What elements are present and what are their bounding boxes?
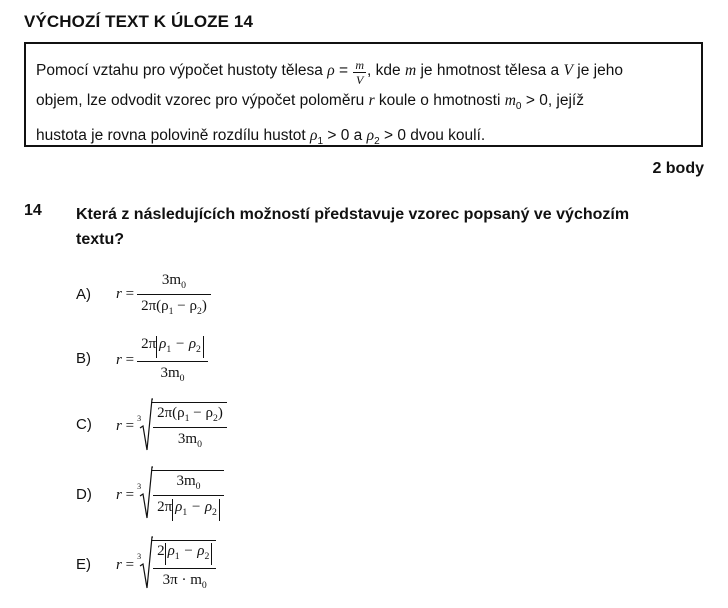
density-fraction: $\frac{m}{V}$: [355, 58, 365, 87]
option-c-cube-root: 3 $\frac{2\pi(\rho_1 - \rho_2)}{3m_0}$: [137, 402, 227, 450]
question-text: Která z následujících možností představuje vzorec popsaný ve výchozím textu?: [76, 206, 630, 248]
source-text-heading: VÝCHOZÍ TEXT K ÚLOZE 14: [24, 12, 253, 31]
option-e-label: E): [76, 556, 91, 573]
source-line-3: hustota je rovna polovině rozdílu hustot $\rho_1 > 0$ a $\rho_2 > 0$ dvou koulí.: [36, 127, 486, 148]
option-a[interactable]: [76, 272, 376, 322]
option-a-fraction: $\frac{3m_0}{2\pi(\rho_1 - \rho_2)}$: [137, 272, 211, 317]
option-d[interactable]: [76, 470, 376, 520]
option-c[interactable]: [76, 402, 376, 452]
option-e[interactable]: [76, 540, 376, 590]
rho-symbol: ρ: [327, 62, 335, 79]
option-c-label: C): [76, 416, 92, 433]
root-sign-icon: [139, 536, 153, 590]
option-a-label: A): [76, 286, 91, 303]
source-text-box: [24, 42, 703, 147]
question-number: 14: [24, 202, 42, 219]
root-sign-icon: [139, 466, 153, 520]
option-d-cube-root: 3 $\frac{3m_0}{2\pi \rho_1 - \rho_2}$: [137, 470, 224, 521]
option-d-formula: r = 3 $\frac{3m_0}{2\pi \rho_1 - \rho_2}$: [116, 470, 224, 521]
option-d-label: D): [76, 486, 92, 503]
option-b[interactable]: [76, 336, 376, 386]
option-a-formula: r = $\frac{3m_0}{2\pi(\rho_1 - \rho_2)}$: [116, 272, 211, 317]
option-b-formula: r = $\frac{2\pi \rho_1 - \rho_2}{3m_0}$: [116, 336, 208, 384]
option-b-label: B): [76, 350, 91, 367]
points-label: 2 body: [652, 160, 704, 177]
option-e-cube-root: 3 $\frac{2 \rho_1 - \rho_2}{3\pi \cdot m_0}$: [137, 540, 216, 591]
source-line-1: Pomocí vztahu pro výpočet hustoty tělesa ρ = $\frac{m}{V}$ , kde m je hmotnost tělesa a V je jeho: [36, 58, 623, 87]
source-line-2: objem, lze odvodit vzorec pro výpočet poloměru r koule o hmotnosti $m_0 > 0$, jejíž: [36, 92, 584, 113]
option-b-fraction: $\frac{2\pi \rho_1 - \rho_2}{3m_0}$: [137, 336, 208, 384]
root-sign-icon: [139, 398, 153, 452]
option-e-formula: r = 3 $\frac{2 \rho_1 - \rho_2}{3\pi \cdot m_0}$: [116, 540, 216, 591]
option-c-formula: r = 3 $\frac{2\pi(\rho_1 - \rho_2)}{3m_0}$: [116, 402, 227, 450]
